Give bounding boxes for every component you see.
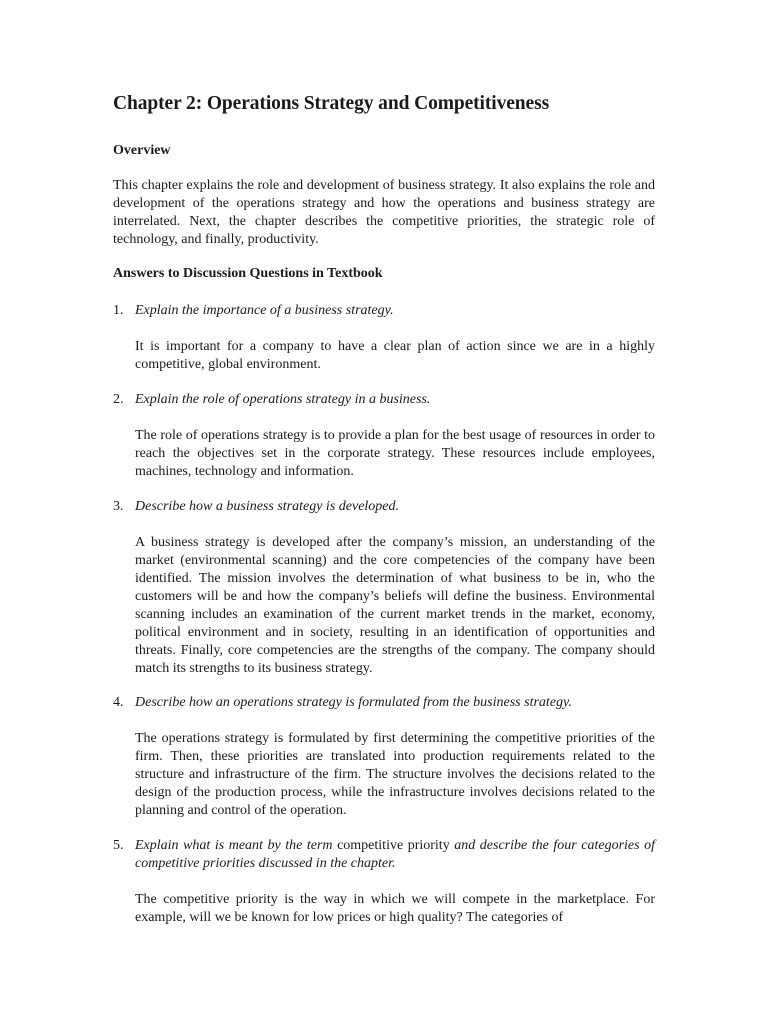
- overview-heading: Overview: [113, 143, 171, 158]
- question-number: 4.: [113, 695, 124, 710]
- question-text: Describe how an operations strategy is formulated from the business strategy.: [135, 695, 572, 710]
- answer-2: The role of operations strategy is to provide a plan for the best usage of resources in order to reach the objectives set in the corporate strategy. These resources include employees, machines, technology and information.: [135, 428, 655, 479]
- question-number: 5.: [113, 838, 124, 853]
- question-2: [113, 391, 655, 409]
- overview-paragraph: This chapter explains the role and development of business strategy. It also explains the role and development of the operations strategy and how the operations and business strategy are interrelated. Next, the chapter describes the competitive priorities, the strategic role of technology, and finally, productivity.: [113, 178, 655, 247]
- answer-4: The operations strategy is formulated by first determining the competitive priorities of the firm. Then, these priorities are translated into production requirements related to the structure and infrastructure of the firm. The structure involves the decisions related to the design of the production process, while the infrastructure involves decisions related to the planning and control of the operation.: [135, 731, 655, 818]
- question-number: 1.: [113, 303, 124, 318]
- question-term: competitive priority: [337, 838, 450, 853]
- question-text-start: Explain what is meant by the term: [135, 838, 333, 853]
- question-text: Describe how a business strategy is developed.: [135, 499, 400, 514]
- question-3: [113, 498, 655, 516]
- answers-heading: Answers to Discussion Questions in Textbook: [113, 266, 383, 281]
- answer-1: It is important for a company to have a clear plan of action since we are in a highly competitive, global environment.: [135, 339, 655, 372]
- question-text: Explain the role of operations strategy in a business.: [135, 392, 431, 407]
- question-5: [113, 837, 655, 873]
- answer-3: A business strategy is developed after the company’s mission, an understanding of the market (environmental scanning) and the core competencies of the company have been identified. The mission involves the determination of what business to be in, who the customers will be and how the company’s beliefs will define the business. Environmental scanning includes an examination of the current market trends in the market, economy, political environment and in society, resulting in an identification of opportunities and threats. Finally, core competencies are the strengths of the company. The company should match its strengths to its business strategy.: [135, 535, 655, 676]
- question-number: 2.: [113, 392, 124, 407]
- question-1: [113, 302, 655, 320]
- answer-5: The competitive priority is the way in which we will compete in the marketplace. For example, will we be known for low prices or high quality? The categories of: [135, 892, 655, 925]
- question-text: [135, 837, 655, 873]
- question-text: Explain the importance of a business strategy.: [135, 303, 394, 318]
- question-text-end: and describe the four categories of competitive priorities discussed in the chapter.: [135, 838, 656, 871]
- question-4: [113, 694, 655, 712]
- question-number: 3.: [113, 499, 124, 514]
- chapter-title: Chapter 2: Operations Strategy and Competitiveness: [113, 93, 550, 114]
